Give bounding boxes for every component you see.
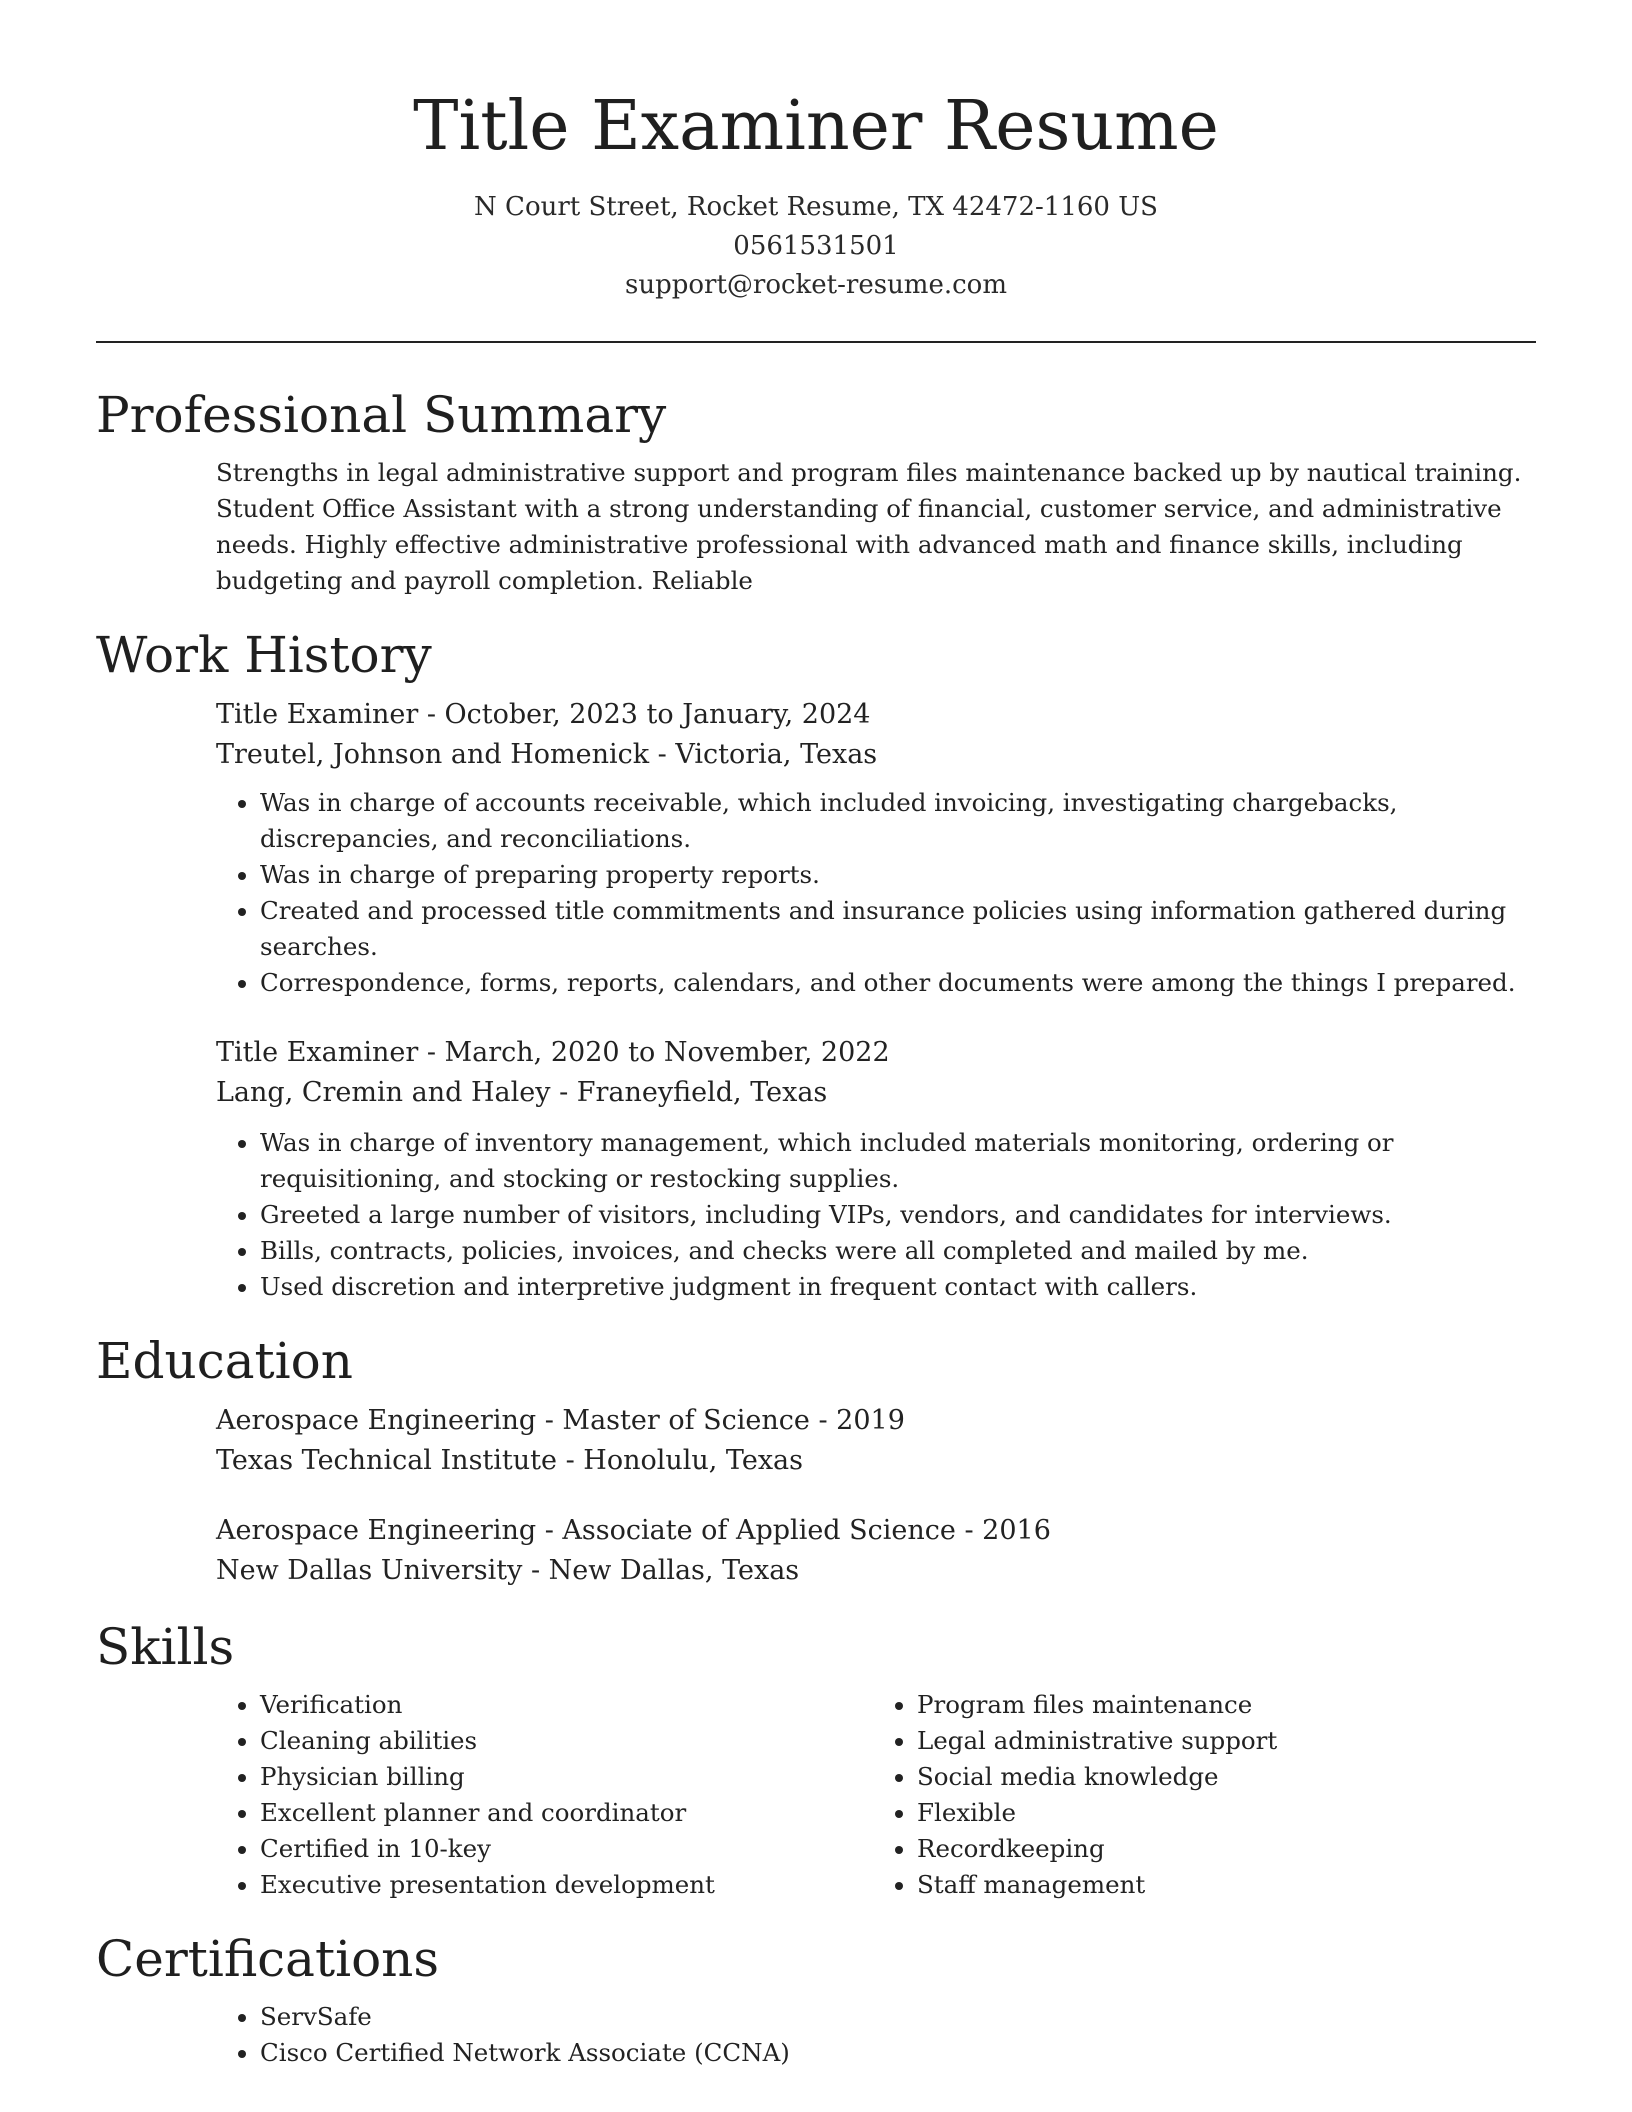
list-item: • Program files maintenance — [917, 1687, 1530, 1723]
list-item: • Social media knowledge — [917, 1759, 1530, 1795]
summary-text: Strengths in legal administrative support and program files maintenance backed up by nautical training. Student Office Assistant with a strong understanding of financial, customer service, and administrative needs. Highly effective administrative professional with advanced math and finance skills, including budgeting and payroll completion. Reliable — [216, 458, 1522, 595]
list-item: • Correspondence, forms, reports, calendars, and other documents were among the things I prepared. — [260, 965, 1530, 1001]
summary-section — [96, 385, 1536, 599]
list-item: • Certified in 10-key — [260, 1831, 873, 1867]
list-item: • Staff management — [917, 1867, 1530, 1903]
list-item: • Created and processed title commitments and insurance policies using information gathered during searches. — [260, 893, 1530, 965]
education-section — [96, 1331, 1536, 1591]
certifications-block — [216, 1999, 1530, 2071]
list-item: • Bills, contracts, policies, invoices, and checks were all completed and mailed by me. — [260, 1233, 1530, 1269]
list-item: • Was in charge of inventory management, which included materials monitoring, ordering or requisitioning, and stocking or restocking supplies. — [260, 1125, 1530, 1197]
job-title-line: Title Examiner - October, 2023 to January, 2024 — [216, 699, 871, 730]
resume-page — [96, 0, 1536, 2071]
section-title-education: Education — [96, 1332, 353, 1390]
section-title-summary: Professional Summary — [96, 386, 667, 444]
skills-list-left — [216, 1687, 873, 1903]
list-item: • Excellent planner and coordinator — [260, 1795, 873, 1831]
degree-line: Aerospace Engineering - Master of Science - 2019 — [216, 1405, 905, 1436]
section-title-work-history: Work History — [96, 626, 432, 684]
phone: 0561531501 — [733, 231, 899, 261]
list-item: • Physician billing — [260, 1759, 873, 1795]
list-item: • Cleaning abilities — [260, 1723, 873, 1759]
education-entry — [216, 1401, 1530, 1481]
job-bullets — [216, 1125, 1530, 1305]
section-title-certifications: Certifications — [96, 1930, 440, 1988]
school-line: New Dallas University - New Dallas, Texas — [216, 1555, 800, 1586]
skills-list-right — [873, 1687, 1530, 1903]
section-title-skills: Skills — [96, 1618, 235, 1676]
header-divider — [96, 341, 1536, 343]
certifications-section — [96, 1929, 1536, 2071]
job-entry — [216, 1033, 1530, 1305]
certifications-list — [216, 1999, 1530, 2071]
education-entry — [216, 1511, 1530, 1591]
list-item: • Greeted a large number of visitors, including VIPs, vendors, and candidates for interviews. — [260, 1197, 1530, 1233]
address: N Court Street, Rocket Resume, TX 42472-1160 US — [474, 192, 1158, 222]
job-entry — [216, 695, 1530, 1001]
job-company-line: Treutel, Johnson and Homenick - Victoria, Texas — [216, 739, 878, 770]
job-title-line: Title Examiner - March, 2020 to November, 2022 — [216, 1037, 890, 1068]
resume-title: Title Examiner Resume — [413, 87, 1219, 166]
list-item: • Was in charge of accounts receivable, which included invoicing, investigating chargebacks, discrepancies, and reconciliations. — [260, 785, 1530, 857]
degree-line: Aerospace Engineering - Associate of Applied Science - 2016 — [216, 1515, 1051, 1546]
list-item: • Legal administrative support — [917, 1723, 1530, 1759]
email: support@rocket-resume.com — [624, 270, 1007, 300]
list-item: • Verification — [260, 1687, 873, 1723]
list-item: • Used discretion and interpretive judgment in frequent contact with callers. — [260, 1269, 1530, 1305]
list-item: • Flexible — [917, 1795, 1530, 1831]
work-history-section — [96, 625, 1536, 1305]
list-item: • Recordkeeping — [917, 1831, 1530, 1867]
list-item: • Executive presentation development — [260, 1867, 873, 1903]
job-bullets — [216, 785, 1530, 1001]
list-item: • ServSafe — [260, 1999, 1530, 2035]
skills-section — [96, 1617, 1536, 1903]
contact-info — [96, 188, 1536, 305]
job-company-line: Lang, Cremin and Haley - Franeyfield, Texas — [216, 1077, 828, 1108]
list-item: • Was in charge of preparing property reports. — [260, 857, 1530, 893]
skills-columns — [216, 1687, 1530, 1903]
school-line: Texas Technical Institute - Honolulu, Texas — [216, 1445, 803, 1476]
resume-header — [96, 0, 1536, 305]
list-item: • Cisco Certified Network Associate (CCNA) — [260, 2035, 1530, 2071]
